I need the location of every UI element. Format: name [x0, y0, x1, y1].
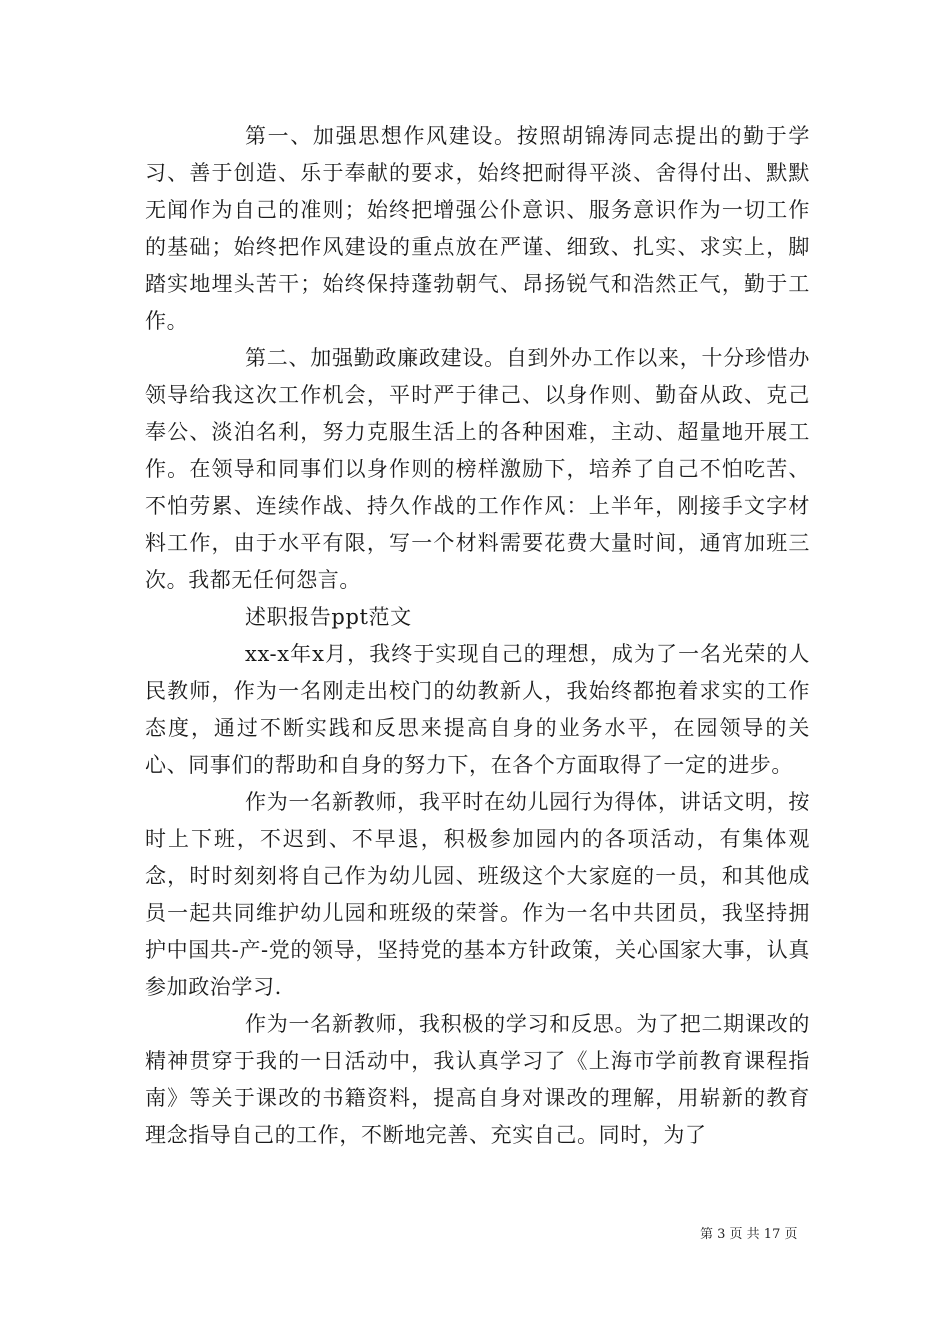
document-body: [145, 118, 810, 1154]
paragraph-integrity: 第二、加强勤政廉政建设。自到外办工作以来，十分珍惜办领导给我这次工作机会，平时严于律己、以身作则、勤奋从政、克己奉公、淡泊名利，努力克服生活上的各种困难，主动、超量地开展工作。在领导和同事们以身作则的榜样激励下，培养了自己不怕吃苦、不怕劳累、连续作战、持久作战的工作作风：上半年，刚接手文字材料工作，由于水平有限，写一个材料需要花费大量时间，通宵加班三次。我都无任何怨言。: [145, 346, 810, 592]
paragraph-learning: 作为一名新教师，我积极的学习和反思。为了把二期课改的精神贯穿于我的一日活动中，我认真学习了《上海市学前教育课程指南》等关于课改的书籍资料，提高自身对课改的理解，用崭新的教育理念指导自己的工作，不断地完善、充实自己。同时，为了: [145, 1012, 810, 1147]
paragraph-ideology: 第一、加强思想作风建设。按照胡锦涛同志提出的勤于学习、善于创造、乐于奉献的要求，始终把耐得平淡、舍得付出、默默无闻作为自己的准则；始终把增强公仆意识、服务意识作为一切工作的基础；始终把作风建设的重点放在严谨、细致、扎实、求实上，脚踏实地埋头苦干；始终保持蓬勃朝气、昂扬锐气和浩然正气，勤于工作。: [145, 124, 810, 333]
paragraph-conduct: 作为一名新教师，我平时在幼儿园行为得体，讲话文明，按时上下班，不迟到、不早退，积极参加园内的各项活动，有集体观念，时时刻刻将自己作为幼儿园、班级这个大家庭的一员，和其他成员一起共同维护幼儿园和班级的荣誉。作为一名中共团员，我坚持拥护中国共-产-党的领导，坚持党的基本方针政策，关心国家大事，认真参加政治学习.: [145, 790, 810, 999]
page-number-footer: 第 3 页 共 17 页: [700, 1227, 798, 1242]
paragraph-new-teacher-intro: xx-x年x月，我终于实现自己的理想，成为了一名光荣的人民教师，作为一名刚走出校门的幼教新人，我始终都抱着求实的工作态度，通过不断实践和反思来提高自身的业务水平，在园领导的关心、同事们的帮助和自身的努力下，在各个方面取得了一定的进步。: [145, 642, 810, 777]
section-heading: 述职报告ppt范文: [245, 605, 412, 629]
